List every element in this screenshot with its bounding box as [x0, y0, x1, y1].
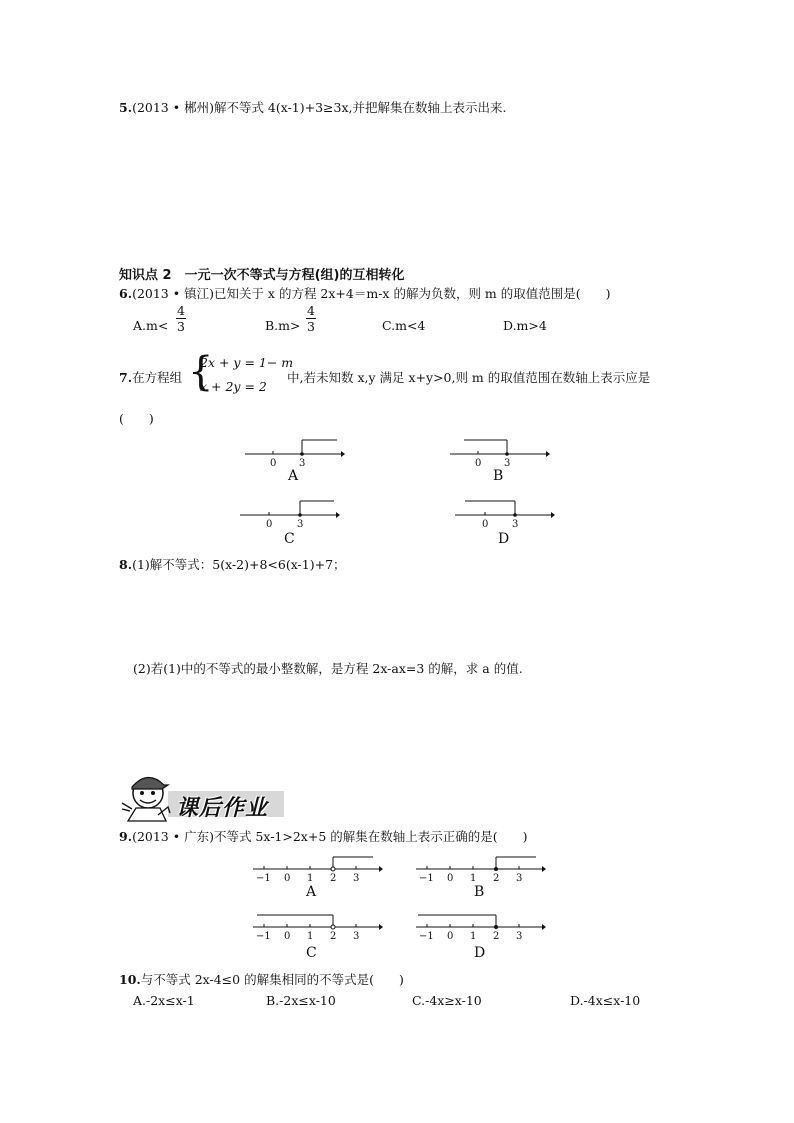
number-line-c	[240, 499, 340, 529]
question-6	[119, 286, 611, 302]
tick-label: 2	[330, 931, 337, 942]
option-c: C.-4x≥x-10	[412, 993, 482, 1008]
tick-label-3: 3	[299, 458, 306, 469]
tick-label: 3	[353, 873, 360, 884]
number-line-d	[455, 499, 555, 529]
tick-label: −1	[256, 931, 271, 942]
question-8	[119, 557, 346, 573]
option-d: D.-4x≤x-10	[570, 993, 641, 1008]
tick-label: 3	[516, 873, 523, 884]
denominator: 3	[307, 319, 315, 334]
tick-label: −1	[419, 931, 434, 942]
tick-label: 1	[307, 931, 314, 942]
tick-label: 0	[284, 931, 291, 942]
number-line-9b	[416, 855, 546, 885]
option-a: A.m<	[133, 318, 169, 333]
numerator: 4	[177, 303, 185, 318]
tick-label: −1	[419, 873, 434, 884]
tick-label: 0	[447, 873, 454, 884]
question-text: (2013 • 广东)不等式 5x-1>2x+5 的解集在数轴上表示正确的是( )	[132, 829, 528, 844]
tick-label: 2	[330, 873, 337, 884]
tick-label: 1	[307, 873, 314, 884]
homework-title: 课后作业	[176, 796, 269, 821]
number-line-b	[450, 438, 550, 468]
tick-label: 1	[470, 931, 477, 942]
question-10	[119, 972, 404, 988]
number-line-9c	[253, 913, 383, 943]
option-b: B.-2x≤x-10	[266, 993, 336, 1008]
figure-label-b: B	[493, 468, 504, 484]
question-number: 5.	[119, 100, 133, 115]
figure-label-b: B	[474, 884, 485, 900]
numerator: 4	[307, 303, 315, 318]
option-b: B.m>	[265, 318, 301, 333]
tick-label-0: 0	[266, 519, 273, 530]
figure-label-d: D	[498, 531, 510, 547]
equation-1: 2x + y = 1− m	[200, 355, 294, 370]
tick-label: 3	[516, 931, 523, 942]
tick-label-0: 0	[270, 458, 277, 469]
figure-label-a: A	[306, 884, 317, 900]
figure-label-c: C	[306, 945, 317, 961]
question-number: 10.	[119, 972, 141, 987]
tick-label-3: 3	[297, 519, 304, 530]
question-9	[119, 829, 528, 845]
question-text: 与不等式 2x-4≤0 的解集相同的不等式是( )	[140, 972, 404, 987]
tick-label: 2	[493, 931, 500, 942]
tick-label: 0	[284, 873, 291, 884]
question-number: 9.	[119, 829, 133, 844]
tick-label: 2	[493, 873, 500, 884]
equation-system	[188, 349, 294, 395]
option-c: C.m<4	[382, 318, 426, 333]
section-heading: 知识点 2 一元一次不等式与方程(组)的互相转化	[119, 268, 405, 283]
figure-label-a: A	[288, 468, 299, 484]
tick-label: −1	[256, 873, 271, 884]
tick-label: 3	[353, 931, 360, 942]
tick-label-3: 3	[512, 519, 519, 530]
fraction	[176, 303, 186, 334]
answer-paren: ( )	[119, 411, 154, 426]
equation-2: x + 2y = 2	[200, 379, 267, 394]
option-a: A.-2x≤x-1	[133, 993, 195, 1008]
tick-label-3: 3	[504, 458, 511, 469]
question-number: 6.	[119, 286, 133, 301]
question-part-2: (2)若(1)中的不等式的最小整数解，是方程 2x-ax=3 的解，求 a 的值.	[133, 661, 523, 676]
tick-label: 0	[447, 931, 454, 942]
question-number: 7.	[119, 370, 133, 385]
question-number: 8.	[119, 557, 133, 572]
number-line-a	[245, 438, 345, 468]
question-text: (2013 • 郴州)解不等式 4(x-1)+3≥3x,并把解集在数轴上表示出来.	[132, 100, 507, 115]
fraction	[306, 303, 316, 334]
question-7-prefix	[119, 370, 182, 386]
figure-label-d: D	[474, 945, 486, 961]
option-d: D.m>4	[503, 318, 547, 333]
question-5	[119, 100, 506, 116]
tick-label: 1	[470, 873, 477, 884]
question-part-1: (1)解不等式：5(x-2)+8<6(x-1)+7；	[132, 557, 346, 572]
question-text: (2013 • 镇江)已知关于 x 的方程 2x+4＝m-x 的解为负数，则 m 的取值范围是( )	[132, 286, 611, 301]
denominator: 3	[177, 319, 185, 334]
question-text: 中,若未知数 x,y 满足 x+y>0,则 m 的取值范围在数轴上表示应是	[287, 370, 651, 385]
number-line-9d	[416, 913, 546, 943]
number-line-9a	[253, 855, 383, 885]
homework-banner	[118, 763, 284, 825]
tick-label-0: 0	[475, 458, 482, 469]
figure-label-c: C	[284, 531, 295, 547]
question-text: 在方程组	[132, 370, 183, 385]
tick-label-0: 0	[482, 519, 489, 530]
brace: {	[188, 349, 214, 395]
